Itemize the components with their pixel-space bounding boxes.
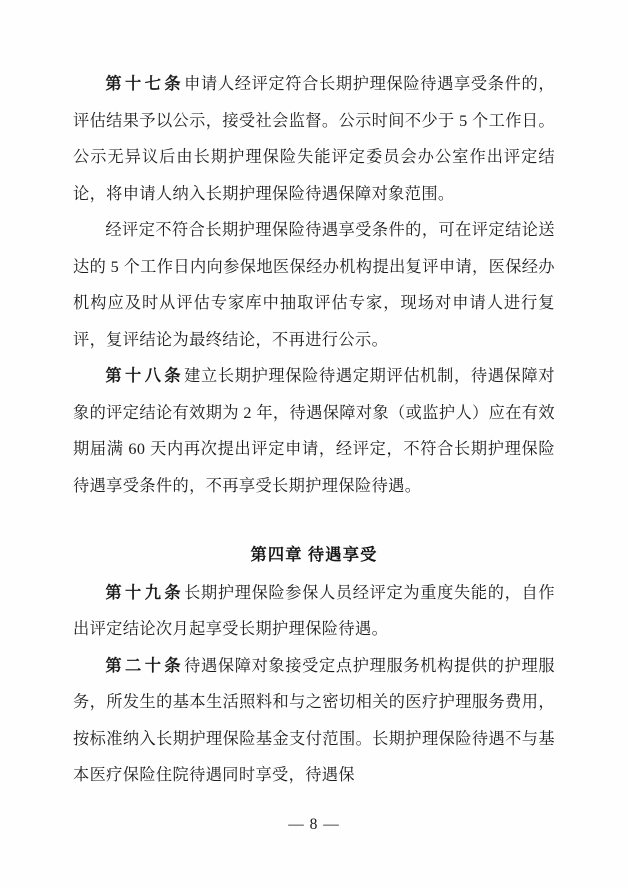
paragraph-article-20: [73, 648, 555, 794]
paragraph-article-17: [73, 66, 555, 212]
paragraph-article-17-continuation: [73, 212, 555, 358]
paragraph-text: 长期护理保险参保人员经评定为重度失能的，自作出评定结论次月起享受长期护理保险待遇。: [73, 583, 555, 638]
paragraph-text: 待遇保障对象接受定点护理服务机构提供的护理服务，所发生的基本生活照料和与之密切相关的医疗护理服务费用，按标准纳入长期护理保险基金支付范围。长期护理保险待遇不与基本医疗保险住院待遇同时享受，待遇保: [73, 656, 555, 784]
page-number: — 8 —: [288, 816, 340, 833]
paragraph-article-19: [73, 575, 555, 648]
article-number-17: 第十七条: [105, 75, 185, 93]
chapter-heading: 第四章 待遇享受: [250, 546, 378, 564]
paragraph-text: 申请人经评定符合长期护理保险待遇享受条件的，评估结果予以公示，接受社会监督。公示时间不少于 5 个工作日。公示无异议后由长期护理保险失能评定委员会办公室作出评定结论，将申请人纳入长期护理保险待遇保障对象范围。: [73, 75, 555, 203]
article-number-19: 第十九条: [105, 583, 185, 602]
document-body: [73, 66, 555, 794]
page-footer: [0, 816, 628, 834]
paragraph-text: 建立长期护理保险待遇定期评估机制，待遇保障对象的评定结论有效期为 2 年，待遇保障对象（或监护人）应在有效期届满 60 天内再次提出评定申请，经评定，不符合长期护理保险待遇享受条件的，不再享受长期护理保险待遇。: [73, 367, 555, 495]
chapter-spacer: [73, 504, 555, 537]
article-number-18: 第十八条: [105, 367, 185, 385]
paragraph-article-18: [73, 358, 555, 504]
article-number-20: 第二十条: [105, 656, 185, 675]
paragraph-text: 经评定不符合长期护理保险待遇享受条件的，可在评定结论送达的 5 个工作日内向参保地医保经办机构提出复评申请，医保经办机构应及时从评估专家库中抽取评估专家，现场对申请人进行复评，复评结论为最终结论，不再进行公示。: [73, 221, 555, 349]
